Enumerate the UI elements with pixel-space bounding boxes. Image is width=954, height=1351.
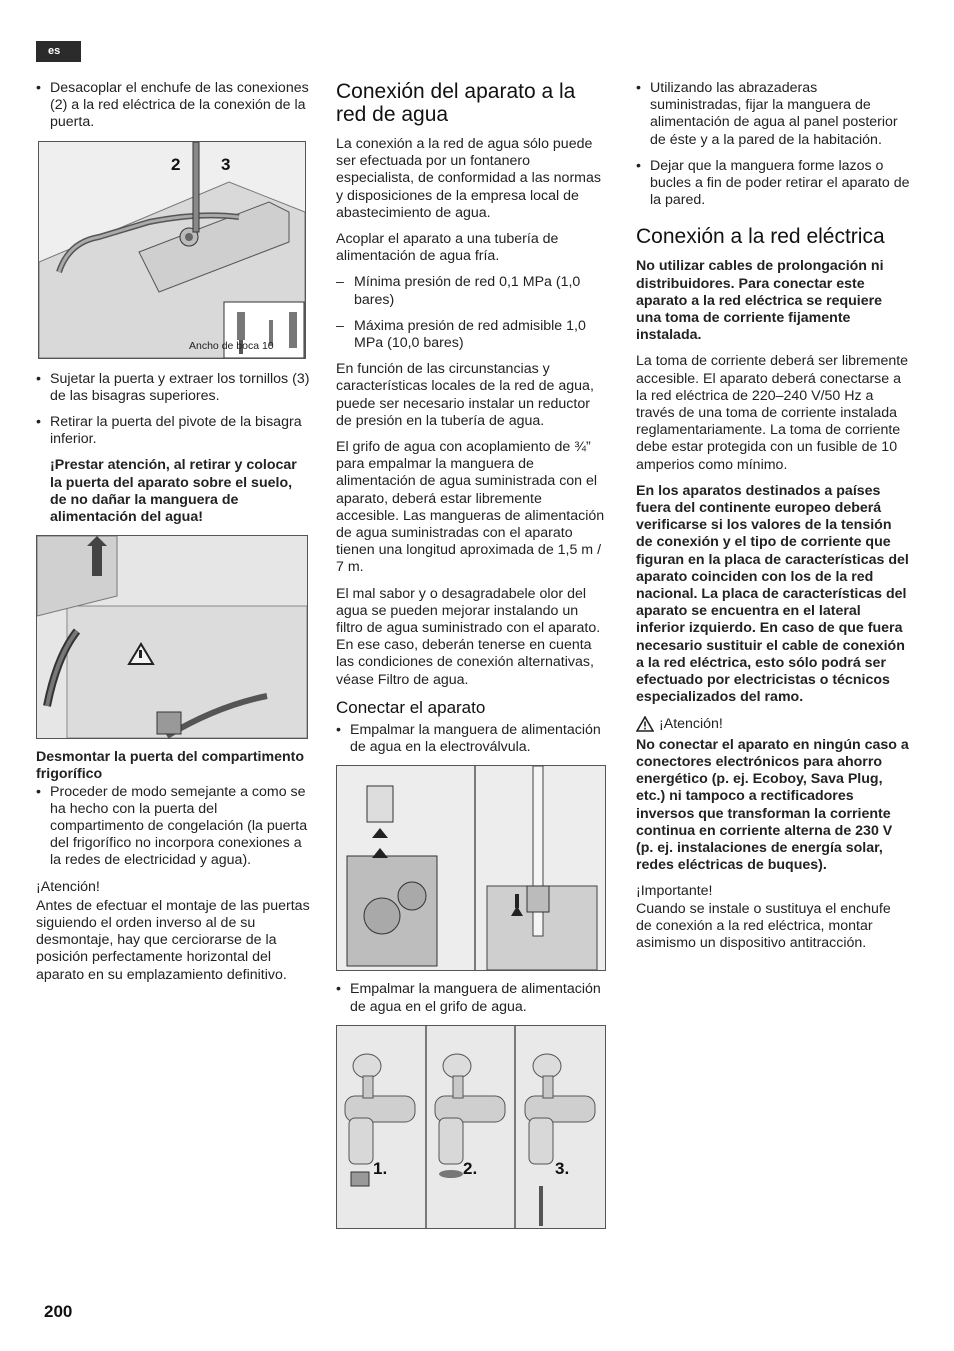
water-connection-title: Conexión del aparato a la red de agua — [336, 80, 576, 126]
step-valve: • Empalmar la manguera de alimentación de agua en la electroválvula. — [336, 722, 608, 756]
water-p2: Acoplar el aparato a una tubería de alimentación de agua fría. — [336, 231, 559, 265]
water-p1: La conexión a la red de agua sólo puede ser efectuada por un fontanero especialista, de conformidad a las normas y disposiciones de la empresa local de abastecimiento de agua. — [336, 136, 601, 221]
tap-step-3: 3. — [555, 1158, 570, 1178]
electric-bold2: En los aparatos destinados a países fuera del continente europeo deberá verificarse si los valores de la tensión de conexión y el tipo de corriente que figuran en la placa de características del aparato coinciden con los de la red nacional. La placa de características del aparato se encuentra en el lateral inferior izquierdo. En caso de que fuera necesario sustituir el cable de conexión a la red eléctrica, esto sólo podrá ser efectuado por electricistas o técnicos especializados del ramo. — [636, 482, 909, 706]
water-p5: El mal sabor y o desagradabele olor del agua se pueden mejorar instalando un filtro de agua suministrado con el aparato. En ese caso, deberán tenerse en cuenta las condiciones de conexión alternativas, véase Filtro de agua. — [336, 585, 601, 688]
min-pressure: – Mínima presión de red 0,1 MPa (1,0 bares) — [336, 274, 608, 308]
max-pressure: – Máxima presión de red admisible 1,0 MPa (10,0 bares) — [336, 318, 608, 352]
attention-label: ¡Atención! — [659, 715, 723, 732]
attention-label: ¡Atención! — [36, 878, 100, 895]
electric-bold3: No conectar el aparato en ningún caso a conectores electrónicos para ahorro energético (p. ej. Ecoboy, Sava Plug, etc.) ni tampoco a rectificadores inversos que transforman la corriente continua en corriente alterna de 230 V (p. ej. instalaciones de energía solar, redes eléctricas de buques). — [636, 736, 909, 874]
step-unplug-connections: • Desacoplar el enchufe de las conexiones (2) a la red eléctrica de la conexión de la puerta. — [36, 80, 310, 132]
fridge-door-subhead: Desmontar la puerta del compartimento frigorífico — [36, 749, 305, 783]
callout-2: 2 — [171, 154, 181, 174]
valve-figure — [336, 765, 606, 971]
water-p4: El grifo de agua con acoplamiento de ¾” para empalmar la manguera de alimentación de agua suministrada con el aparato, deberá estar libremente accesible. Las mangueras de alimentación de agua suministradas con el aparato tienen una longitud aproximada de 1,5 m / 7 m. — [336, 439, 605, 576]
tap-step-2: 2. — [463, 1158, 478, 1178]
hinge-connector-figure — [38, 141, 306, 359]
tap-figure — [336, 1025, 606, 1229]
language-badge: es — [36, 41, 81, 62]
step-loops: • Dejar que la manguera forme lazos o bucles a fin de poder retirar el aparato de la pared. — [636, 158, 910, 210]
callout-3: 3 — [221, 154, 231, 174]
left-column — [36, 80, 310, 993]
electric-bold1: No utilizar cables de prolongación ni distribuidores. Para conectar este aparato a la red eléctrica se requiere una toma de corriente fijamente instalada. — [636, 258, 884, 344]
lower-hinge-illustration — [37, 536, 307, 738]
warning-icon — [636, 716, 654, 732]
attention-text: Antes de efectuar el montaje de las puertas siguiendo el orden inverso al de su desmontaje, hay que cerciorarse de la posición perfectamente horizontal del aparato en su emplazamiento definitivo. — [36, 897, 310, 983]
door-warning: ¡Prestar atención, al retirar y colocar la puerta del aparato sobre el suelo, de no dañar la manguera de alimentación del agua! — [50, 457, 297, 526]
wrench-size-caption: Ancho de boca 10 — [189, 340, 274, 353]
attention-row — [636, 716, 910, 733]
step-tap: • Empalmar la manguera de alimentación de agua en el grifo de agua. — [336, 981, 608, 1015]
lower-hinge-figure — [36, 535, 308, 739]
middle-column — [336, 80, 608, 1229]
tap-illustration — [337, 1026, 605, 1228]
page-number: 200 — [44, 1302, 73, 1321]
step-clamps: • Utilizando las abrazaderas suministradas, fijar la manguera de alimentación de agua al panel posterior de éste y a la pared de la habitación. — [636, 80, 910, 149]
electric-p1: La toma de corriente deberá ser libremente accesible. El aparato deberá conectarse a la red eléctrica de 220–240 V/50 Hz a través de una toma de corriente instalada reglamentariamente. La toma de corriente debe estar protegida con un fusible de 10 amperios como mínimo. — [636, 353, 909, 473]
important-text: Cuando se instale o sustituya el enchufe de conexión a la red eléctrica, montar asimismo un dispositivo antitracción. — [636, 900, 891, 951]
tap-step-1: 1. — [373, 1158, 388, 1178]
right-column — [636, 80, 910, 961]
connect-subtitle: Conectar el aparato — [336, 697, 486, 717]
water-p3: En función de las circunstancias y características locales de la red de agua, puede ser necesario instalar un reductor de presión en la tubería de agua. — [336, 361, 594, 429]
step-remove-door: • Retirar la puerta del pivote de la bisagra inferior. — [36, 414, 310, 448]
step-remove-screws: • Sujetar la puerta y extraer los tornillos (3) de las bisagras superiores. — [36, 371, 310, 405]
important-label: ¡Importante! — [636, 883, 713, 900]
hinge-connector-illustration — [39, 142, 305, 358]
electric-connection-title: Conexión a la red eléctrica — [636, 225, 885, 249]
valve-illustration — [337, 766, 605, 970]
step-fridge-door: • Proceder de modo semejante a como se ha hecho con la puerta del compartimento de congelación (la puerta del frigorífico no incorpora conexiones a la redes de electricidad y agua). — [36, 784, 310, 870]
